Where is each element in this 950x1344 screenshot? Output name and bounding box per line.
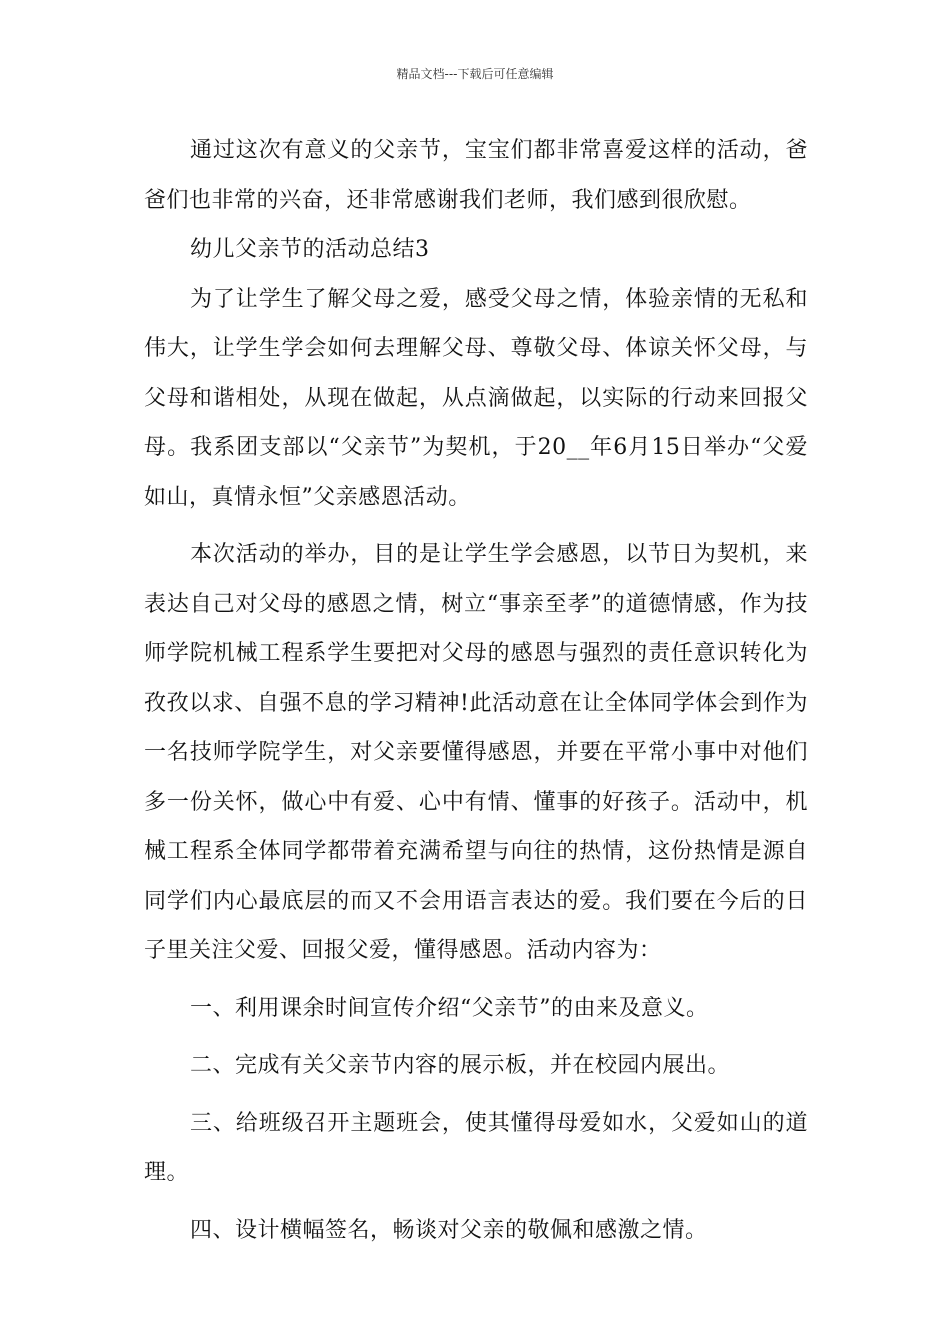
list-item-4: 四、设计横幅签名，畅谈对父亲的敬佩和感激之情。 [190, 1217, 708, 1243]
document-body [144, 126, 808, 1255]
page-header: 精品文档---下载后可任意编辑 [396, 67, 554, 81]
list-item-2: 二、完成有关父亲节内容的展示板，并在校园内展出。 [190, 1053, 731, 1078]
paragraph-intro: 为了让学生了解父母之爱，感受父母之情，体验亲情的无私和伟大，让学生学会如何去理解父母、尊敬父母、体谅关怀父母，与父母和谐相处，从现在做起，从点滴做起，以实际的行动来回报父母。我系团支部以“父亲节”为契机，于20__年6月15日举办“父爱如山，真情永恒”父亲感恩活动。 [144, 286, 808, 510]
list-item-1: 一、利用课余时间宣传介绍“父亲节”的由来及意义。 [190, 995, 709, 1021]
list-item-3: 三、给班级召开主题班会，使其懂得母爱如水，父爱如山的道理。 [144, 1110, 808, 1185]
paragraph-closing-remark: 通过这次有意义的父亲节，宝宝们都非常喜爱这样的活动，爸爸们也非常的兴奋，还非常感谢我们老师，我们感到很欣慰。 [144, 138, 808, 213]
section-title: 幼儿父亲节的活动总结3 [190, 237, 430, 262]
paragraph-purpose: 本次活动的举办，目的是让学生学会感恩，以节日为契机，来表达自己对父母的感恩之情，树立“事亲至孝”的道德情感，作为技师学院机械工程系学生要把对父母的感恩与强烈的责任意识转化为孜孜以求、自强不息的学习精神!此活动意在让全体同学体会到作为一名技师学院学生，对父亲要懂得感恩，并要在平常小事中对他们多一份关怀，做心中有爱、心中有情、懂事的好孩子。活动中，机械工程系全体同学都带着充满希望与向往的热情，这份热情是源自同学们内心最底层的而又不会用语言表达的爱。我们要在今后的日子里关注父爱、回报父爱，懂得感恩。活动内容为： [144, 542, 808, 963]
